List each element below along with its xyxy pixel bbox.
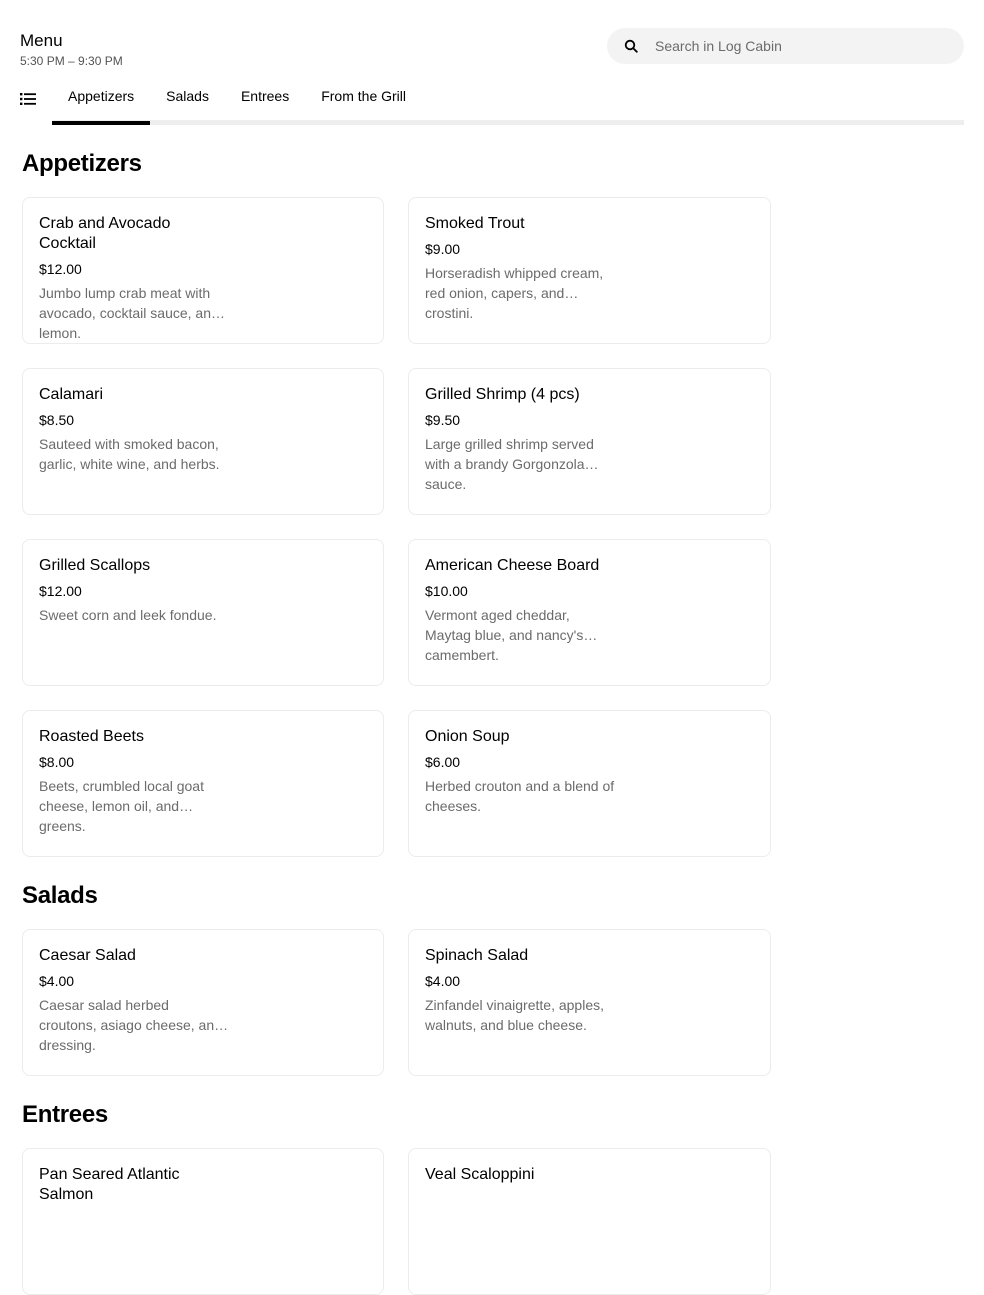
item-description: Large grilled shrimp served with a brandy Gorgonzola sauce.	[425, 436, 594, 492]
item-name: Caesar Salad	[39, 947, 136, 964]
item-price: $12.00	[39, 261, 82, 277]
section-title-salads: Salads	[22, 882, 98, 909]
menu-item-card[interactable]	[408, 197, 771, 344]
item-name: Smoked Trout	[425, 215, 525, 232]
item-price: $8.50	[39, 412, 75, 428]
item-price: $4.00	[425, 973, 461, 989]
section-title-entrees: Entrees	[22, 1101, 108, 1128]
item-price: $8.00	[39, 754, 75, 770]
menu-item-card[interactable]	[22, 929, 384, 1076]
menu-item-card[interactable]	[22, 368, 384, 515]
item-price: $12.00	[39, 583, 82, 599]
menu-item-card[interactable]	[22, 197, 384, 344]
item-name: Roasted Beets	[39, 728, 144, 745]
item-description: Sauteed with smoked bacon, garlic, white wine, and herbs.	[39, 436, 220, 472]
menu-item-card[interactable]	[22, 539, 384, 686]
item-price: $6.00	[425, 754, 461, 770]
item-description: Zinfandel vinaigrette, apples, walnuts, and blue cheese.	[425, 997, 604, 1033]
tab-salads[interactable]: Salads	[166, 88, 209, 104]
item-description: Herbed crouton and a blend of cheeses.	[425, 778, 615, 814]
item-description: Sweet corn and leek fondue.	[39, 607, 217, 623]
item-name: Pan Seared Atlantic Salmon	[39, 1166, 180, 1203]
item-price: $4.00	[39, 973, 75, 989]
menu-hours: 5:30 PM – 9:30 PM	[20, 54, 123, 68]
item-name: Crab and Avocado Cocktail	[39, 215, 171, 252]
tab-entrees[interactable]: Entrees	[240, 88, 290, 104]
appetizers-grid	[22, 197, 771, 857]
item-description: Horseradish whipped cream, red onion, capers, and crostini.	[425, 265, 604, 321]
search-bar[interactable]	[607, 28, 964, 64]
item-name: Onion Soup	[425, 728, 510, 745]
item-name: Grilled Scallops	[39, 557, 151, 574]
item-price: $10.00	[425, 583, 468, 599]
menu-item-card[interactable]	[408, 710, 771, 857]
menu-item-card[interactable]	[408, 368, 771, 515]
item-price: $9.50	[425, 412, 461, 428]
item-name: Calamari	[39, 386, 104, 403]
menu-item-card[interactable]	[22, 1148, 384, 1295]
menu-item-card[interactable]	[22, 710, 384, 857]
menu-item-card[interactable]	[408, 1148, 771, 1295]
tab-from-the-grill[interactable]: From the Grill	[321, 88, 407, 104]
item-name: Grilled Shrimp (4 pcs)	[425, 386, 580, 403]
search-icon	[624, 39, 638, 53]
search-input[interactable]	[655, 38, 935, 54]
item-description: Beets, crumbled local goat cheese, lemon oil, and greens.	[39, 778, 204, 834]
entrees-grid	[22, 1148, 771, 1295]
menu-item-card[interactable]	[408, 539, 771, 686]
menu-item-card[interactable]	[408, 929, 771, 1076]
item-name: Spinach Salad	[425, 947, 529, 964]
menu-title: Menu	[20, 31, 63, 50]
section-title-appetizers: Appetizers	[22, 150, 142, 177]
item-description: Jumbo lump crab meat with avocado, cocktail sauce, and lemon.	[39, 285, 219, 341]
category-tabs	[52, 78, 422, 125]
item-description: Caesar salad herbed croutons, asiago cheese, and dressing.	[39, 997, 222, 1053]
item-name: Veal Scaloppini	[425, 1166, 535, 1183]
item-description: Vermont aged cheddar, Maytag blue, and nancy's camembert.	[425, 607, 584, 663]
item-name: American Cheese Board	[425, 557, 600, 574]
salads-grid	[22, 929, 771, 1076]
category-list-icon[interactable]	[20, 92, 36, 106]
item-price: $9.00	[425, 241, 461, 257]
tab-appetizers[interactable]: Appetizers	[52, 78, 150, 125]
